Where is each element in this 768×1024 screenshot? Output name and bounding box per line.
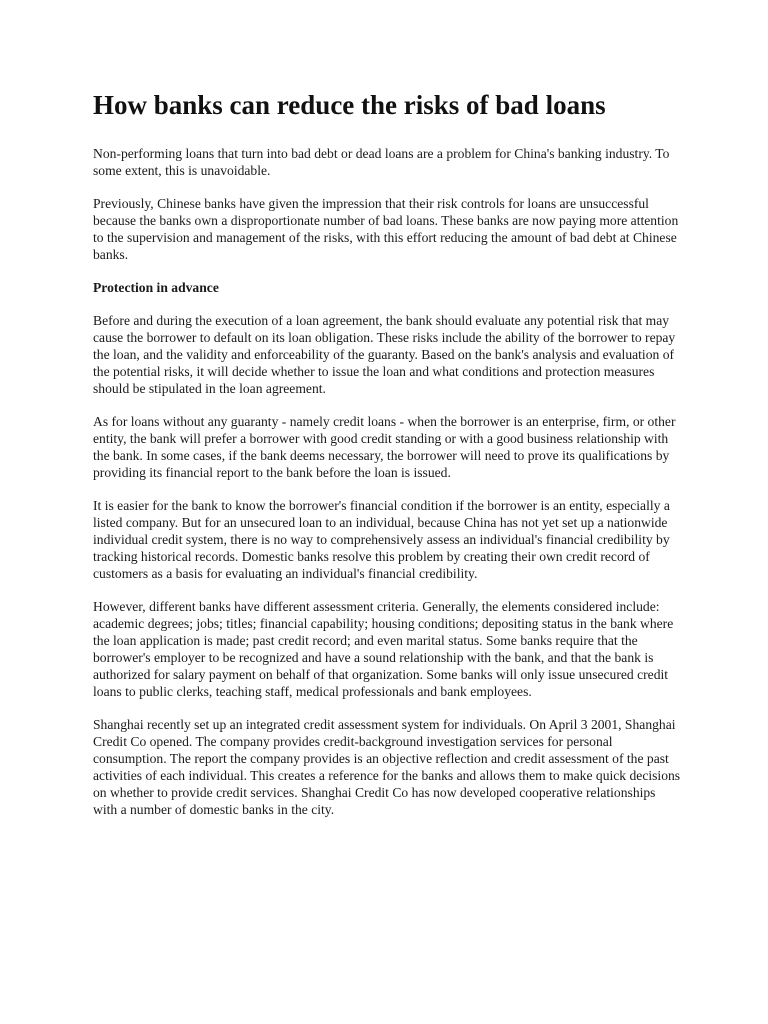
body-paragraph: As for loans without any guaranty - namely credit loans - when the borrower is an enterprise, firm, or other entity, the bank will prefer a borrower with good credit standing or with a good business relationship with the bank. In some cases, if the bank deems necessary, the borrower will need to prove its qualifications by providing its financial report to the bank before the loan is issued. <box>93 414 676 480</box>
body-paragraph: Shanghai recently set up an integrated credit assessment system for individuals. On April 3 2001, Shanghai Credit Co opened. The company provides credit-background investigation services for personal consumption. The report the company provides is an objective reflection and credit assessment of the past activities of each individual. This creates a reference for the banks and allows them to make quick decisions on whether to provide credit services. Shanghai Credit Co has now developed cooperative relationships with a number of domestic banks in the city. <box>93 717 681 817</box>
intro-paragraph: Non-performing loans that turn into bad debt or dead loans are a problem for China's banking industry. To some extent, this is unavoidable. <box>93 146 670 178</box>
body-paragraph: Before and during the execution of a loan agreement, the bank should evaluate any potential risk that may cause the borrower to default on its loan obligation. These risks include the ability of the borrower to repay the loan, and the validity and enforceability of the guaranty. Based on the bank's analysis and evaluation of the potential risks, it will decide whether to issue the loan and what conditions and protection measures should be stipulated in the loan agreement. <box>93 313 676 396</box>
section-heading: Protection in advance <box>93 280 219 295</box>
body-paragraph: However, different banks have different assessment criteria. Generally, the elements considered include: academic degrees; jobs; titles; financial capability; housing conditions; depositing status in the bank where the loan application is made; past credit record; and even marital status. Some banks require that the borrower's employer to be recognized and have a sound relationship with the bank, and that the bank is authorized for salary payment on behalf of that organization. Some banks will only issue unsecured credit loans to public clerks, teaching staff, medical professionals and bank employees. <box>93 599 674 699</box>
intro-paragraph: Previously, Chinese banks have given the impression that their risk controls for loans are unsuccessful because the banks own a disproportionate number of bad loans. These banks are now paying more attention to the supervision and management of the risks, with this effort reducing the amount of bad debt at Chinese banks. <box>93 196 679 262</box>
article-title: How banks can reduce the risks of bad loans <box>93 90 606 120</box>
body-paragraph: It is easier for the bank to know the borrower's financial condition if the borrower is an entity, especially a listed company. But for an unsecured loan to an individual, because China has not yet set up a nationwide individual credit system, there is no way to comprehensively assess an individual's financial credibility by tracking historical records. Domestic banks resolve this problem by creating their own credit record of customers as a basis for evaluating an individual's financial credibility. <box>93 498 670 581</box>
document-page <box>93 88 683 834</box>
